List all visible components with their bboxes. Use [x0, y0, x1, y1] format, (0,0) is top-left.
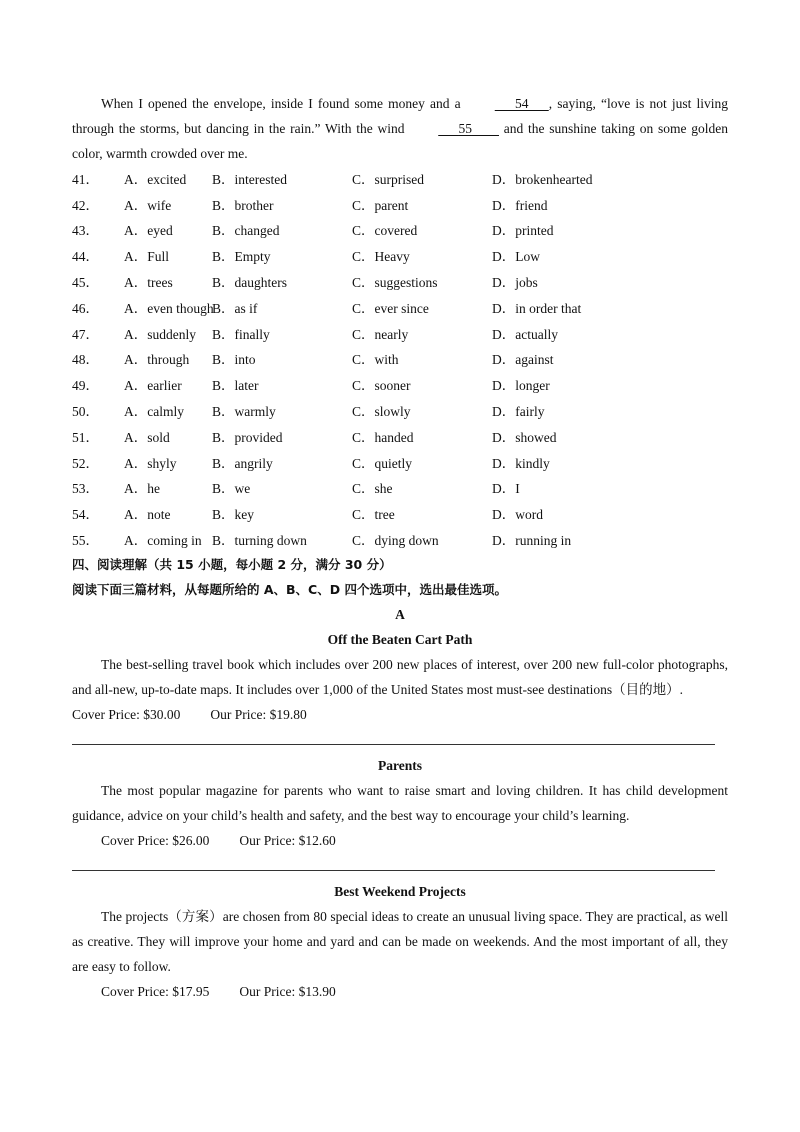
question-number: 55． — [72, 533, 99, 549]
question-number: 44． — [72, 249, 99, 265]
option-d: D．friend — [492, 197, 548, 213]
option-c: C．Heavy — [352, 249, 410, 265]
option-a: A．through — [124, 352, 190, 368]
item-title: Off the Beaten Cart Path — [327, 631, 473, 647]
question-row — [72, 475, 728, 501]
option-d: D．Low — [492, 249, 540, 265]
option-a: A．earlier — [124, 378, 182, 394]
question-row — [72, 242, 728, 268]
our-price: Our Price: $13.90 — [239, 983, 336, 999]
option-b: B．changed — [212, 223, 280, 239]
option-b: B．later — [212, 378, 259, 394]
magazine-item — [72, 753, 728, 853]
option-c: C．she — [352, 481, 393, 497]
question-row — [72, 294, 728, 320]
projects-item — [72, 879, 728, 1004]
option-b: B．interested — [212, 171, 287, 187]
option-c: C．suggestions — [352, 275, 438, 291]
option-b: B．key — [212, 507, 254, 523]
question-row — [72, 320, 728, 346]
section-instruction: 阅读下面三篇材料，从每题所给的 A、B、C、D 四个选项中，选出最佳选项。 — [72, 581, 507, 597]
question-row — [72, 346, 728, 372]
option-d: D．I — [492, 481, 520, 497]
intro-text-1: When I opened the envelope, inside I found some money and a — [101, 96, 466, 111]
option-b: B．brother — [212, 197, 274, 213]
question-number: 52． — [72, 455, 99, 471]
our-price: Our Price: $19.80 — [210, 706, 307, 722]
option-c: C．ever since — [352, 300, 429, 316]
divider — [72, 870, 715, 871]
option-d: D．running in — [492, 533, 572, 549]
item-description: The most popular magazine for parents who want to raise smart and loving children. It has child development guidance, advice on your child’s health and safety, and the best way to encourage your child’s learning. — [72, 782, 728, 823]
option-a: A．excited — [124, 171, 187, 187]
intro-text-2: , saying, “love is not just living through the storms, but dancing in the rain.” With the wind — [72, 96, 728, 136]
option-a: A．shyly — [124, 455, 177, 471]
question-number: 45． — [72, 275, 99, 291]
question-number: 46． — [72, 300, 99, 316]
option-c: C．with — [352, 352, 399, 368]
item-description: The best-selling travel book which includes over 200 new places of interest, over 200 new full-color photographs, and all-new, up-to-date maps. It includes over 1,000 of the United States most must-see destinations（目的地）. — [72, 656, 728, 697]
question-row — [72, 423, 728, 449]
question-number: 43． — [72, 223, 99, 239]
option-c: C．covered — [352, 223, 418, 239]
option-b: B．angrily — [212, 455, 273, 471]
option-d: D．word — [492, 507, 543, 523]
price-line — [72, 702, 728, 727]
section-heading: 四、阅读理解（共 15 小题，每小题 2 分，满分 30 分） — [72, 556, 392, 572]
intro-paragraph — [72, 91, 728, 166]
price-line — [72, 828, 728, 853]
item-title: Best Weekend Projects — [334, 883, 466, 899]
intro-text-3: and the sunshine taking on some golden color, warmth crowded over me. — [72, 121, 729, 161]
option-a: A．sold — [124, 429, 170, 445]
option-c: C．quietly — [352, 455, 412, 471]
question-row — [72, 191, 728, 217]
option-d: D．against — [492, 352, 554, 368]
option-b: B．daughters — [212, 275, 287, 291]
question-number: 49． — [72, 378, 99, 394]
option-c: C．parent — [352, 197, 409, 213]
option-b: B．we — [212, 481, 251, 497]
blank-54 — [466, 91, 549, 116]
option-a: A．he — [124, 481, 160, 497]
option-c: C．nearly — [352, 326, 409, 342]
question-row — [72, 397, 728, 423]
option-a: A．coming in — [124, 533, 202, 549]
question-row — [72, 526, 728, 552]
our-price: Our Price: $12.60 — [239, 832, 336, 848]
item-title: Parents — [378, 757, 422, 773]
option-a: A．note — [124, 507, 171, 523]
option-c: C．dying down — [352, 533, 439, 549]
option-a: A．suddenly — [124, 326, 196, 342]
question-number: 53． — [72, 481, 99, 497]
question-row — [72, 371, 728, 397]
option-d: D．in order that — [492, 300, 582, 316]
option-d: D．actually — [492, 326, 558, 342]
option-b: B．into — [212, 352, 256, 368]
option-d: D．brokenhearted — [492, 171, 593, 187]
blank-54-number: 54 — [515, 96, 529, 111]
option-a: A．even though — [124, 300, 214, 316]
cover-price: Cover Price: $17.95 — [101, 983, 210, 999]
question-number: 41． — [72, 171, 99, 187]
question-row — [72, 165, 728, 191]
option-c: C．tree — [352, 507, 395, 523]
question-number: 50． — [72, 404, 99, 420]
question-row — [72, 500, 728, 526]
question-number: 42． — [72, 197, 99, 213]
price-line — [72, 979, 728, 1004]
question-row — [72, 268, 728, 294]
option-d: D．printed — [492, 223, 554, 239]
option-a: A．Full — [124, 249, 170, 265]
option-c: C．surprised — [352, 171, 424, 187]
option-b: B．as if — [212, 300, 258, 316]
blank-55 — [409, 116, 499, 141]
option-b: B．provided — [212, 429, 283, 445]
question-row — [72, 449, 728, 475]
question-number: 47． — [72, 326, 99, 342]
book-item — [72, 627, 728, 727]
option-c: C．handed — [352, 429, 414, 445]
question-number: 54． — [72, 507, 99, 523]
option-c: C．slowly — [352, 404, 411, 420]
option-a: A．eyed — [124, 223, 173, 239]
option-c: C．sooner — [352, 378, 411, 394]
option-a: A．wife — [124, 197, 172, 213]
option-d: D．fairly — [492, 404, 545, 420]
option-d: D．jobs — [492, 275, 538, 291]
option-a: A．calmly — [124, 404, 184, 420]
option-d: D．kindly — [492, 455, 550, 471]
cover-price: Cover Price: $30.00 — [72, 706, 181, 722]
option-b: B．Empty — [212, 249, 271, 265]
option-b: B．turning down — [212, 533, 307, 549]
question-row — [72, 217, 728, 243]
question-number: 48． — [72, 352, 99, 368]
option-b: B．warmly — [212, 404, 276, 420]
blank-55-number: 55 — [458, 121, 472, 136]
option-b: B．finally — [212, 326, 270, 342]
option-a: A．trees — [124, 275, 173, 291]
divider — [72, 744, 715, 745]
question-number: 51． — [72, 429, 99, 445]
document-page — [72, 91, 728, 1004]
item-description: The projects（方案）are chosen from 80 special ideas to create an unusual living space. They are practical, as well as creative. They will improve your home and yard and can be made on weekends. And the most important of all, they are easy to follow. — [72, 908, 728, 974]
cover-price: Cover Price: $26.00 — [101, 832, 210, 848]
passage-letter: A — [395, 606, 405, 622]
options-list — [72, 165, 728, 552]
option-d: D．showed — [492, 429, 557, 445]
option-d: D．longer — [492, 378, 550, 394]
